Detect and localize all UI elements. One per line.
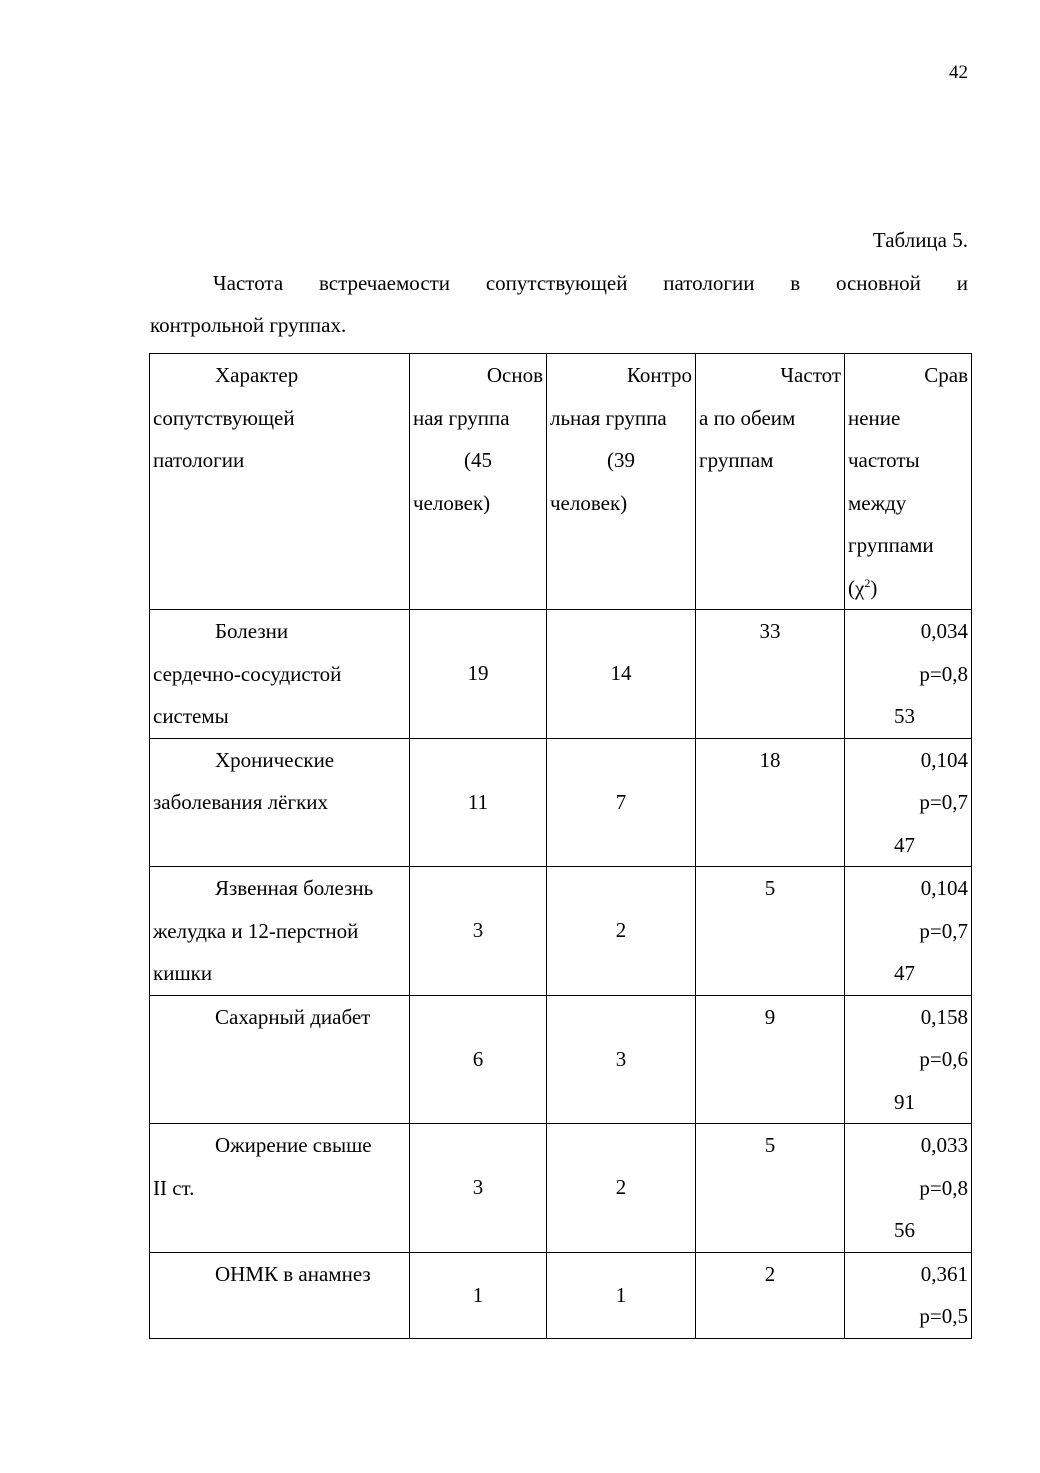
pathology-line: кишки — [153, 961, 213, 985]
pathology-cell — [150, 995, 410, 1124]
caption-word: в — [790, 271, 801, 295]
main-group-value: 19 — [467, 661, 489, 685]
chi-value: 0,034 — [920, 619, 968, 643]
header-line: группами — [848, 533, 934, 557]
caption-line-2: контрольной группах. — [150, 313, 347, 337]
pathology-cell — [150, 610, 410, 739]
table-caption — [150, 262, 968, 346]
header-line: человек) — [550, 490, 628, 515]
header-line: патологии — [153, 448, 245, 472]
chi-value: 0,361 — [920, 1261, 968, 1286]
chi-superscript: 2 — [864, 575, 871, 590]
total-value: 5 — [764, 876, 776, 900]
page-number: 42 — [949, 62, 968, 83]
main-group-value: 3 — [472, 1175, 484, 1199]
control-group-cell — [547, 738, 696, 867]
p-value-head: p=0,8 — [919, 661, 968, 686]
header-line: Контро — [626, 363, 692, 387]
header-control-group — [547, 354, 696, 610]
control-group-value: 2 — [615, 1175, 627, 1199]
header-line: Основ — [486, 363, 543, 387]
total-value: 5 — [764, 1133, 776, 1157]
chi-value: 0,033 — [920, 1133, 968, 1157]
header-line: а по обеим — [699, 405, 796, 430]
pathology-line: II ст. — [153, 1175, 195, 1200]
total-cell — [696, 610, 845, 739]
control-group-value: 7 — [615, 789, 627, 814]
pathology-line: желудка и 12-перстной — [153, 918, 359, 943]
chi-close: ) — [870, 575, 878, 600]
header-chi-square — [848, 567, 968, 610]
chi-value: 0,104 — [920, 876, 968, 900]
table-row — [150, 610, 972, 739]
header-line: сопутствующей — [153, 405, 295, 430]
main-group-value: 11 — [467, 789, 489, 814]
main-group-value: 1 — [472, 1282, 484, 1307]
total-value: 33 — [759, 619, 781, 643]
header-main-group — [410, 354, 547, 610]
total-value: 9 — [764, 1004, 776, 1029]
p-value-tail: 47 — [894, 832, 915, 857]
pathology-line: сердечно-сосудистой — [153, 661, 342, 686]
header-line: между — [848, 490, 907, 515]
chi-symbol: (χ — [848, 575, 865, 600]
comparison-cell — [845, 995, 972, 1124]
comparison-cell — [845, 867, 972, 996]
table-header-row — [150, 354, 972, 610]
total-value: 18 — [759, 747, 781, 772]
pathology-line: Язвенная болезнь — [215, 876, 374, 900]
main-group-value: 3 — [472, 918, 484, 942]
p-value-head: p=0,5 — [919, 1304, 968, 1328]
pathology-line: заболевания лёгких — [153, 790, 329, 814]
comparison-cell — [845, 1252, 972, 1338]
p-value-tail: 53 — [894, 704, 915, 728]
comorbidity-table — [149, 353, 972, 1339]
main-group-cell — [410, 995, 547, 1124]
main-group-cell — [410, 1252, 547, 1338]
p-value-tail: 56 — [894, 1218, 915, 1242]
header-comparison — [845, 354, 972, 610]
header-line: (45 — [464, 448, 492, 472]
caption-line-1 — [150, 262, 968, 304]
main-group-cell — [410, 738, 547, 867]
pathology-line: Ожирение свыше — [215, 1133, 372, 1157]
total-cell — [696, 738, 845, 867]
header-line: человек) — [413, 490, 491, 515]
caption-word: патологии — [663, 271, 755, 295]
total-cell — [696, 1252, 845, 1338]
caption-word: Частота — [213, 271, 284, 295]
p-value-tail: 47 — [894, 961, 915, 985]
p-value-head: p=0,7 — [919, 790, 968, 814]
main-group-value: 6 — [472, 1046, 484, 1071]
header-line: нение — [848, 405, 901, 430]
header-line: (39 — [607, 448, 635, 472]
main-group-cell — [410, 610, 547, 739]
pathology-cell — [150, 1252, 410, 1338]
total-cell — [696, 995, 845, 1124]
header-line: льная группа — [550, 405, 667, 430]
control-group-value: 14 — [610, 661, 632, 685]
pathology-cell — [150, 738, 410, 867]
header-line: группам — [699, 448, 774, 472]
main-group-cell — [410, 1124, 547, 1253]
p-value-head: p=0,8 — [919, 1175, 968, 1200]
table-row — [150, 738, 972, 867]
control-group-value: 2 — [615, 918, 627, 942]
control-group-cell — [547, 610, 696, 739]
pathology-cell — [150, 867, 410, 996]
control-group-cell — [547, 995, 696, 1124]
header-line: Срав — [924, 363, 968, 387]
caption-word: и — [956, 271, 968, 295]
pathology-cell — [150, 1124, 410, 1253]
comparison-cell — [845, 610, 972, 739]
control-group-cell — [547, 867, 696, 996]
pathology-line: Болезни — [215, 619, 289, 643]
comparison-cell — [845, 738, 972, 867]
p-value-tail: 91 — [894, 1089, 915, 1114]
control-group-cell — [547, 1124, 696, 1253]
pathology-line: системы — [153, 704, 229, 728]
chi-value: 0,158 — [920, 1004, 968, 1029]
control-group-value: 3 — [615, 1046, 627, 1071]
header-line: Характер — [215, 363, 299, 387]
pathology-line: ОНМК в анамнез — [215, 1261, 371, 1286]
header-line: частоты — [848, 448, 920, 472]
pathology-line: Сахарный диабет — [215, 1004, 371, 1029]
caption-word: основной — [835, 271, 921, 295]
pathology-line: Хронические — [215, 747, 335, 772]
control-group-value: 1 — [615, 1282, 627, 1307]
p-value-head: p=0,7 — [919, 918, 968, 943]
table-row — [150, 995, 972, 1124]
header-total-frequency — [696, 354, 845, 610]
p-value-head: p=0,6 — [919, 1047, 968, 1071]
table-row — [150, 1252, 972, 1338]
chi-value: 0,104 — [920, 747, 968, 772]
total-cell — [696, 1124, 845, 1253]
total-cell — [696, 867, 845, 996]
main-group-cell — [410, 867, 547, 996]
control-group-cell — [547, 1252, 696, 1338]
table-label: Таблица 5. — [872, 228, 968, 252]
comparison-cell — [845, 1124, 972, 1253]
caption-word: встречаемости — [318, 271, 451, 295]
total-value: 2 — [764, 1261, 776, 1286]
header-pathology — [150, 354, 410, 610]
header-line: ная группа — [413, 405, 510, 430]
caption-word: сопутствующей — [485, 271, 628, 295]
header-line: Частот — [780, 363, 841, 387]
table-row — [150, 1124, 972, 1253]
table-row — [150, 867, 972, 996]
